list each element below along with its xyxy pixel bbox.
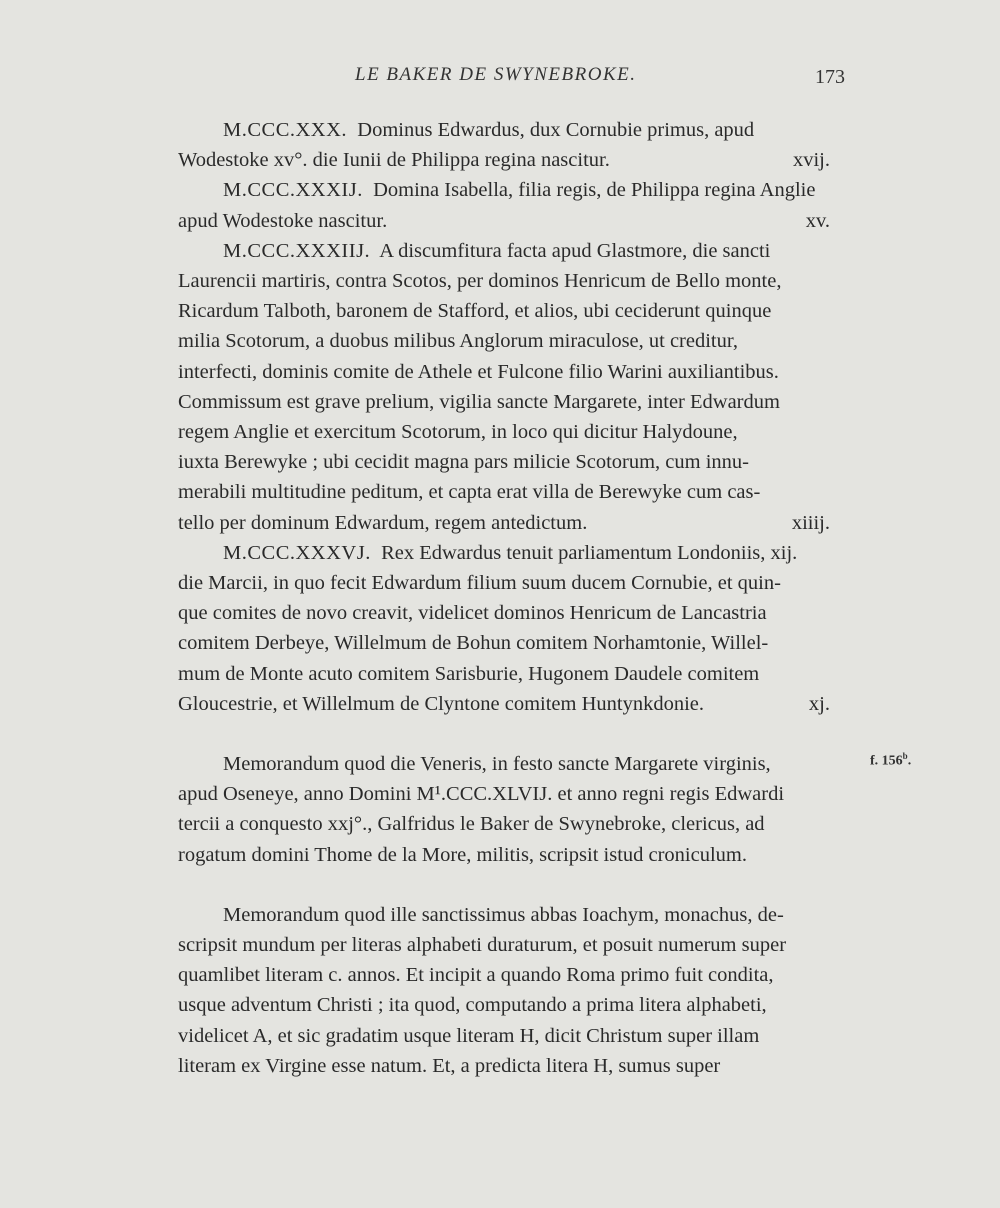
text-line [178,296,852,326]
text-line [178,840,852,870]
line-text: usque adventum Christi ; ita quod, computando a prima litera alphabeti, [178,994,767,1017]
line-text: apud Oseneye, anno Domini M¹.CCC.XLVIJ. et anno regni regis Edwardi [178,783,785,806]
line-text: scripsit mundum per literas alphabeti duraturum, et posuit numerum super [178,934,787,957]
main-text [178,115,852,1081]
line-text: Memorandum quod ille sanctissimus abbas Ioachym, monachus, de- [223,903,784,926]
text-line [178,477,852,507]
line-text: interfecti, dominis comite de Athele et Fulcone filio Warini auxiliantibus. [178,360,779,383]
text-line [178,659,852,689]
section-gap [178,719,852,749]
entry-first-line [223,175,815,205]
text-line [178,115,852,145]
line-text: apud Wodestoke nascitur. [178,209,388,232]
text-line [178,689,852,719]
annal-entry [178,175,852,235]
text-line [178,236,852,266]
entry-first-line [223,538,797,568]
regnal-year: xiiij. [791,511,830,534]
text-line [178,145,852,175]
text-line [178,508,852,538]
line-text: merabili multitudine peditum, et capta erat villa de Berewyke cum cas- [178,481,761,504]
text-line [178,990,852,1020]
text-line [178,568,852,598]
regnal-year: xv. [805,209,830,232]
line-text: literam ex Virgine esse natum. Et, a predicta litera H, sumus super [178,1054,721,1077]
text-line [178,809,852,839]
entry-first-line [223,115,754,145]
line-text: Rex Edwardus tenuit parliamentum Londoniis, xij. [381,541,798,564]
text-line [178,1051,852,1081]
folio-text: f. 156 [870,753,903,769]
line-text: videlicet A, et sic gradatim usque literam H, dicit Christum super illam [178,1024,760,1047]
text-line [178,175,852,205]
text-line [178,749,852,779]
line-text: que comites de novo creavit, videlicet dominos Henricum de Lancastria [178,602,767,625]
text-line [178,266,852,296]
folio-margin-note [870,751,911,770]
line-text: iuxta Berewyke ; ubi cecidit magna pars milicie Scotorum, cum innu- [178,451,749,474]
text-line [178,538,852,568]
regnal-year: xj. [808,692,830,715]
line-text: mum de Monte acuto comitem Sarisburie, Hugonem Daudele comitem [178,662,760,685]
entry-first-line [223,236,770,266]
line-text: quamlibet literam c. annos. Et incipit a quando Roma primo fuit condita, [178,964,774,987]
text-line [178,960,852,990]
memorandum-paragraph [178,900,852,1081]
text-line [178,779,852,809]
line-text: Memorandum quod die Veneris, in festo sancte Margarete virginis, [223,753,771,776]
text-line [178,930,852,960]
text-line [178,206,852,236]
text-line [178,900,852,930]
line-text: Commissum est grave prelium, vigilia sancte Margarete, inter Edwardum [178,390,780,413]
text-line [178,326,852,356]
annal-year: M.CCC.XXXIIJ. [223,239,371,262]
annal-entry [178,538,852,719]
line-text: Ricardum Talboth, baronem de Stafford, et alios, ubi ceciderunt quinque [178,300,772,323]
line-text: Dominus Edwardus, dux Cornubie primus, apud [357,119,755,141]
line-text: regem Anglie et exercitum Scotorum, in loco qui dicitur Halydoune, [178,421,738,444]
line-text: Domina Isabella, filia regis, de Philippa regina Anglie [373,179,816,202]
line-text: die Marcii, in quo fecit Edwardum filium suum ducem Cornubie, et quin- [178,572,781,595]
text-line [178,598,852,628]
line-text: tercii a conquesto xxj°., Galfridus le Baker de Swynebroke, clericus, ad [178,813,765,836]
text-line [178,628,852,658]
annal-entry [178,236,852,538]
section-gap [178,870,852,900]
text-line [178,417,852,447]
line-text: comitem Derbeye, Willelmum de Bohun comitem Norhamtonie, Willel- [178,632,769,655]
annal-entry [178,115,852,175]
folio-sup: b [902,751,908,761]
line-text: Gloucestrie, et Willelmum de Clyntone comitem Huntynkdonie. [178,692,705,715]
memorandum-paragraph [178,749,852,870]
page-number: 173 [815,66,845,88]
text-line [178,357,852,387]
text-line [178,447,852,477]
line-text: A discumfitura facta apud Glastmore, die sancti [379,239,771,262]
regnal-year: xvij. [792,149,830,172]
line-text: tello per dominum Edwardum, regem antedictum. [178,511,588,534]
line-text: Laurencii martiris, contra Scotos, per dominos Henricum de Bello monte, [178,270,782,293]
text-line [178,1021,852,1051]
annal-year: M.CCC.XXXVJ. [223,541,371,564]
line-text: Wodestoke xv°. die Iunii de Philippa regina nascitur. [178,149,610,172]
running-title: LE BAKER DE SWYNEBROKE. [355,64,637,85]
line-text: rogatum domini Thome de la More, militis, scripsit istud croniculum. [178,843,747,866]
annal-year: M.CCC.XXX. [223,119,348,141]
annal-year: M.CCC.XXXIJ. [223,179,363,202]
line-text: milia Scotorum, a duobus milibus Anglorum miraculose, ut creditur, [178,330,739,353]
folio-suffix: . [907,753,912,769]
text-line [178,387,852,417]
